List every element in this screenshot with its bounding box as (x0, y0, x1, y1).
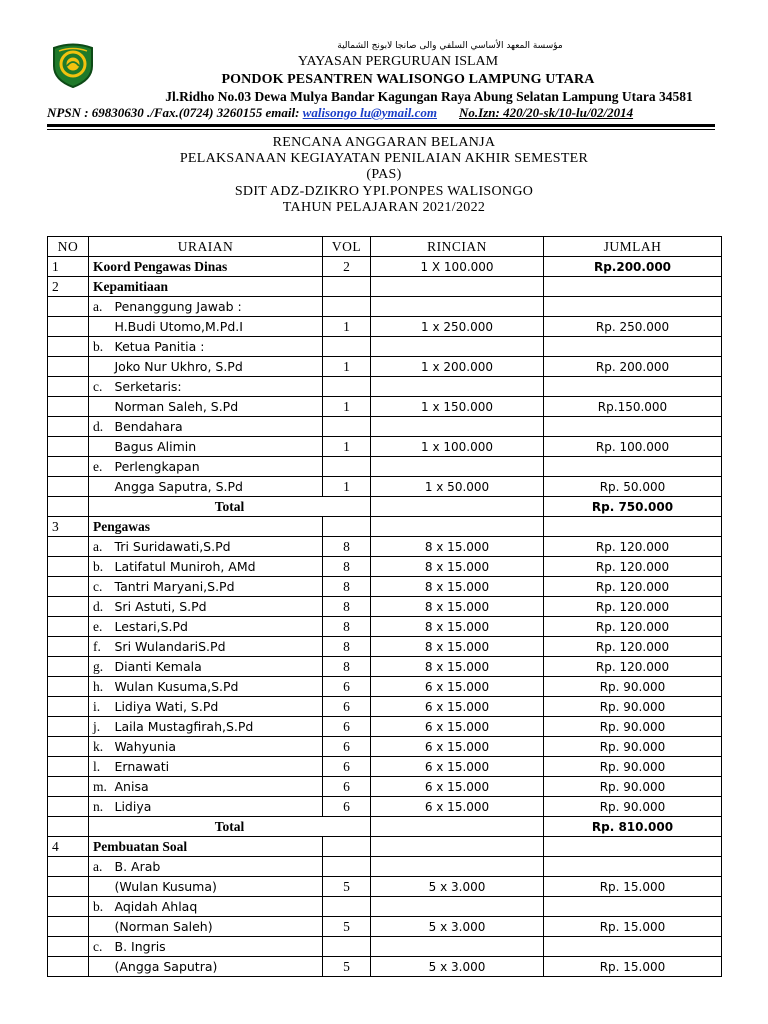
row-rincian (371, 337, 544, 357)
row-rincian (371, 897, 544, 917)
row-uraian-text: (Norman Saleh) (114, 918, 213, 934)
row-jumlah: Rp. 90.000 (544, 777, 722, 797)
row-vol: 6 (323, 737, 371, 757)
row-jumlah: Rp. 15.000 (544, 877, 722, 897)
total-row (48, 817, 722, 837)
row-uraian (111, 917, 323, 937)
row-vol: 5 (323, 917, 371, 937)
row-letter: c. (89, 377, 111, 397)
table-row (48, 877, 722, 897)
row-no: 3 (48, 517, 89, 537)
row-letter: c. (89, 937, 111, 957)
row-uraian (111, 757, 323, 777)
row-letter: i. (89, 697, 111, 717)
total-label: Total (89, 817, 371, 837)
row-letter: b. (89, 337, 111, 357)
row-rincian: 5 x 3.000 (371, 957, 544, 977)
row-vol: 1 (323, 317, 371, 337)
row-letter: d. (89, 597, 111, 617)
row-vol: 6 (323, 777, 371, 797)
row-uraian-text: Perlengkapan (114, 458, 200, 474)
row-letter: g. (89, 657, 111, 677)
title-line-3: (PAS) (366, 167, 402, 183)
row-no (48, 697, 89, 717)
table-row (48, 577, 722, 597)
row-uraian-text: Angga Saputra, S.Pd (114, 478, 243, 494)
row-jumlah: Rp.150.000 (544, 397, 722, 417)
row-uraian-text: Penanggung Jawab : (114, 298, 242, 314)
row-uraian (111, 937, 323, 957)
header-vol: VOL (323, 237, 371, 257)
letterhead-divider-thin (47, 129, 715, 130)
table-row (48, 537, 722, 557)
row-vol: 1 (323, 477, 371, 497)
row-no (48, 717, 89, 737)
row-letter (89, 437, 111, 457)
row-jumlah: Rp. 120.000 (544, 577, 722, 597)
row-vol: 1 (323, 397, 371, 417)
row-uraian (111, 897, 323, 917)
row-uraian-text: Sri Astuti, S.Pd (114, 598, 207, 614)
row-no (48, 737, 89, 757)
row-rincian: 8 x 15.000 (371, 597, 544, 617)
row-jumlah: Rp. 120.000 (544, 597, 722, 617)
row-uraian-text: (Wulan Kusuma) (114, 878, 217, 894)
row-vol (323, 297, 371, 317)
row-uraian (111, 417, 323, 437)
table-row (48, 557, 722, 577)
row-vol: 8 (323, 637, 371, 657)
row-uraian (111, 457, 323, 477)
row-jumlah (544, 897, 722, 917)
row-no (48, 777, 89, 797)
row-jumlah: Rp. 120.000 (544, 657, 722, 677)
budget-table (47, 236, 722, 977)
row-jumlah (544, 297, 722, 317)
row-uraian (111, 537, 323, 557)
row-vol (323, 937, 371, 957)
row-no: 4 (48, 837, 89, 857)
row-uraian-text: Serketaris: (114, 378, 182, 394)
row-jumlah: Rp. 90.000 (544, 677, 722, 697)
header-jumlah: JUMLAH (544, 237, 722, 257)
row-uraian-text: (Angga Saputra) (114, 958, 218, 974)
row-uraian-text: Latifatul Muniroh, AMd (114, 558, 256, 574)
row-no (48, 657, 89, 677)
title-line-4: SDIT ADZ-DZIKRO YPI.PONPES WALISONGO (234, 183, 534, 199)
row-rincian (371, 517, 544, 537)
row-no (48, 357, 89, 377)
row-letter (89, 957, 111, 977)
row-rincian: 6 x 15.000 (371, 677, 544, 697)
row-vol (323, 417, 371, 437)
row-jumlah: Rp. 90.000 (544, 717, 722, 737)
row-rincian: 8 x 15.000 (371, 537, 544, 557)
arabic-foundation-name: مؤسسة المعهد الأساسي السلفي والى صانجا لابونج الشمالية (337, 41, 563, 51)
total-amount: Rp. 750.000 (544, 497, 722, 517)
row-jumlah (544, 857, 722, 877)
row-uraian-text: Bendahara (114, 418, 183, 434)
row-uraian (111, 657, 323, 677)
row-jumlah: Rp. 120.000 (544, 557, 722, 577)
row-letter: a. (89, 857, 111, 877)
row-letter: k. (89, 737, 111, 757)
row-uraian-text: Lidiya Wati, S.Pd (114, 698, 219, 714)
row-rincian: 6 x 15.000 (371, 797, 544, 817)
table-body (48, 257, 722, 977)
contact-prefix: NPSN : 69830630 ./Fax.(0724) 3260155 email: (47, 105, 303, 120)
row-uraian: Pembuatan Soal (89, 837, 323, 857)
title-line-1: RENCANA ANGGARAN BELANJA (272, 135, 496, 150)
total-label: Total (89, 497, 371, 517)
row-vol: 8 (323, 557, 371, 577)
table-row (48, 597, 722, 617)
table-row (48, 777, 722, 797)
row-jumlah: Rp. 15.000 (544, 917, 722, 937)
table-row (48, 337, 722, 357)
row-jumlah: Rp. 15.000 (544, 957, 722, 977)
row-jumlah: Rp. 120.000 (544, 617, 722, 637)
row-letter: f. (89, 637, 111, 657)
table-header-row (48, 237, 722, 257)
school-name: PONDOK PESANTREN WALISONGO LAMPUNG UTARA (221, 72, 595, 87)
title-line-2: PELAKSANAAN KEGIAYATAN PENILAIAN AKHIR SEMESTER (179, 151, 589, 167)
row-no (48, 897, 89, 917)
row-rincian: 8 x 15.000 (371, 657, 544, 677)
row-rincian (371, 937, 544, 957)
row-letter (89, 397, 111, 417)
row-no (48, 797, 89, 817)
row-letter (89, 877, 111, 897)
row-uraian-text: Lidiya (114, 798, 152, 814)
row-uraian (111, 377, 323, 397)
row-vol (323, 897, 371, 917)
row-rincian: 1 x 100.000 (371, 437, 544, 457)
row-rincian (371, 377, 544, 397)
row-vol: 8 (323, 657, 371, 677)
table-row (48, 737, 722, 757)
row-uraian-text: B. Arab (114, 858, 161, 874)
row-jumlah: Rp.200.000 (544, 257, 722, 277)
row-rincian: 5 x 3.000 (371, 877, 544, 897)
row-no (48, 857, 89, 877)
row-uraian (111, 777, 323, 797)
foundation-name: YAYASAN PERGURUAN ISLAM (297, 54, 499, 69)
row-rincian: 1 x 50.000 (371, 477, 544, 497)
total-row (48, 497, 722, 517)
row-uraian (111, 697, 323, 717)
row-no (48, 337, 89, 357)
table-row (48, 357, 722, 377)
email-link[interactable]: walisongo lu@ymail.com (302, 105, 437, 120)
row-letter: m. (89, 777, 111, 797)
row-uraian-text: Aqidah Ahlaq (114, 898, 198, 914)
row-no (48, 597, 89, 617)
row-rincian: 8 x 15.000 (371, 577, 544, 597)
table-row (48, 417, 722, 437)
row-vol: 8 (323, 597, 371, 617)
row-rincian (371, 277, 544, 297)
row-jumlah: Rp. 100.000 (544, 437, 722, 457)
row-uraian-text: B. Ingris (114, 938, 166, 954)
row-uraian (111, 857, 323, 877)
row-vol (323, 857, 371, 877)
row-letter (89, 917, 111, 937)
table-row (48, 757, 722, 777)
row-rincian (371, 297, 544, 317)
row-letter (89, 477, 111, 497)
row-rincian: 1 X 100.000 (371, 257, 544, 277)
row-vol: 5 (323, 877, 371, 897)
row-uraian: Koord Pengawas Dinas (89, 257, 323, 277)
row-rincian (371, 417, 544, 437)
row-jumlah: Rp. 120.000 (544, 537, 722, 557)
table-row (48, 317, 722, 337)
contact-line (47, 104, 687, 121)
row-letter: b. (89, 557, 111, 577)
row-uraian (111, 477, 323, 497)
letterhead-divider-thick (47, 124, 715, 127)
row-rincian (371, 837, 544, 857)
table-row (48, 697, 722, 717)
row-vol: 2 (323, 257, 371, 277)
row-no (48, 937, 89, 957)
row-letter: d. (89, 417, 111, 437)
row-jumlah: Rp. 200.000 (544, 357, 722, 377)
row-rincian (371, 817, 544, 837)
table-row (48, 617, 722, 637)
row-uraian (111, 437, 323, 457)
row-rincian: 1 x 200.000 (371, 357, 544, 377)
row-vol: 8 (323, 577, 371, 597)
row-uraian-text: Wahyunia (114, 738, 177, 754)
table-row (48, 797, 722, 817)
row-letter: e. (89, 617, 111, 637)
header-uraian: URAIAN (89, 237, 323, 257)
row-no (48, 817, 89, 837)
row-no (48, 417, 89, 437)
table-row (48, 957, 722, 977)
row-no (48, 757, 89, 777)
row-uraian-text: Tri Suridawati,S.Pd (114, 538, 231, 554)
row-uraian (111, 337, 323, 357)
row-uraian (111, 737, 323, 757)
row-no (48, 557, 89, 577)
table-row (48, 637, 722, 657)
row-vol (323, 837, 371, 857)
row-rincian: 8 x 15.000 (371, 557, 544, 577)
row-uraian (111, 617, 323, 637)
row-jumlah (544, 837, 722, 857)
row-uraian-text: H.Budi Utomo,M.Pd.I (114, 318, 243, 334)
row-jumlah (544, 337, 722, 357)
row-uraian (111, 397, 323, 417)
row-no (48, 537, 89, 557)
row-vol: 1 (323, 437, 371, 457)
row-uraian-text: Laila Mustagfirah,S.Pd (114, 718, 254, 734)
row-jumlah: Rp. 120.000 (544, 637, 722, 657)
row-no (48, 877, 89, 897)
row-rincian: 6 x 15.000 (371, 737, 544, 757)
row-uraian (111, 297, 323, 317)
title-line-5: TAHUN PELAJARAN 2021/2022 (282, 199, 486, 215)
row-letter (89, 317, 111, 337)
table-row (48, 377, 722, 397)
row-vol: 6 (323, 717, 371, 737)
row-vol (323, 377, 371, 397)
row-letter: l. (89, 757, 111, 777)
row-no (48, 477, 89, 497)
row-rincian (371, 457, 544, 477)
row-jumlah: Rp. 90.000 (544, 757, 722, 777)
row-letter: h. (89, 677, 111, 697)
row-letter: c. (89, 577, 111, 597)
row-jumlah (544, 457, 722, 477)
row-uraian (111, 677, 323, 697)
row-uraian (111, 957, 323, 977)
row-rincian: 1 x 150.000 (371, 397, 544, 417)
row-rincian: 6 x 15.000 (371, 717, 544, 737)
row-letter: a. (89, 297, 111, 317)
table-row (48, 677, 722, 697)
row-vol: 6 (323, 797, 371, 817)
row-no: 2 (48, 277, 89, 297)
row-uraian-text: Joko Nur Ukhro, S.Pd (114, 358, 243, 374)
table-row (48, 437, 722, 457)
row-jumlah (544, 517, 722, 537)
section-row (48, 517, 722, 537)
row-letter: n. (89, 797, 111, 817)
row-uraian (111, 637, 323, 657)
row-letter (89, 357, 111, 377)
row-uraian (111, 317, 323, 337)
row-letter: a. (89, 537, 111, 557)
row-letter: e. (89, 457, 111, 477)
row-uraian (111, 597, 323, 617)
row-no (48, 377, 89, 397)
row-uraian-text: Ernawati (114, 758, 170, 774)
row-rincian (371, 497, 544, 517)
row-letter: b. (89, 897, 111, 917)
row-uraian-text: Wulan Kusuma,S.Pd (114, 678, 239, 694)
row-uraian (111, 557, 323, 577)
row-no (48, 297, 89, 317)
row-jumlah (544, 277, 722, 297)
row-no (48, 397, 89, 417)
row-uraian (111, 797, 323, 817)
row-no (48, 317, 89, 337)
section-row (48, 837, 722, 857)
table-row (48, 857, 722, 877)
row-jumlah: Rp. 250.000 (544, 317, 722, 337)
table-row (48, 297, 722, 317)
table-row (48, 397, 722, 417)
document-title-block (47, 135, 721, 216)
row-rincian: 6 x 15.000 (371, 777, 544, 797)
row-vol (323, 517, 371, 537)
total-amount: Rp. 810.000 (544, 817, 722, 837)
row-vol: 8 (323, 617, 371, 637)
row-uraian-text: Anisa (114, 778, 149, 794)
row-vol: 6 (323, 677, 371, 697)
row-no (48, 917, 89, 937)
row-jumlah: Rp. 50.000 (544, 477, 722, 497)
row-uraian-text: Dianti Kemala (114, 658, 202, 674)
row-uraian: Pengawas (89, 517, 323, 537)
row-rincian (371, 857, 544, 877)
row-vol (323, 337, 371, 357)
table-row (48, 477, 722, 497)
row-vol: 6 (323, 697, 371, 717)
table-row (48, 917, 722, 937)
row-uraian (111, 717, 323, 737)
row-rincian: 8 x 15.000 (371, 637, 544, 657)
table-row (48, 897, 722, 917)
row-uraian-text: Norman Saleh, S.Pd (114, 398, 239, 414)
row-no (48, 957, 89, 977)
table-row (48, 457, 722, 477)
row-vol: 6 (323, 757, 371, 777)
row-uraian (111, 877, 323, 897)
row-no (48, 617, 89, 637)
row-rincian: 5 x 3.000 (371, 917, 544, 937)
row-letter: j. (89, 717, 111, 737)
row-jumlah (544, 377, 722, 397)
row-uraian-text: Bagus Alimin (114, 438, 197, 454)
row-no (48, 637, 89, 657)
header-rincian: RINCIAN (371, 237, 544, 257)
row-jumlah: Rp. 90.000 (544, 737, 722, 757)
row-rincian: 1 x 250.000 (371, 317, 544, 337)
row-uraian (111, 577, 323, 597)
table-row (48, 937, 722, 957)
row-rincian: 6 x 15.000 (371, 757, 544, 777)
table-row (48, 657, 722, 677)
row-vol (323, 277, 371, 297)
row-rincian: 6 x 15.000 (371, 697, 544, 717)
row-uraian-text: Tantri Maryani,S.Pd (114, 578, 235, 594)
row-jumlah (544, 937, 722, 957)
school-address: Jl.Ridho No.03 Dewa Mulya Bandar Kagungan Raya Abung Selatan Lampung Utara 34581 (165, 89, 693, 104)
row-no (48, 677, 89, 697)
row-vol: 8 (323, 537, 371, 557)
row-uraian (111, 357, 323, 377)
row-no (48, 577, 89, 597)
row-no (48, 497, 89, 517)
row-vol: 5 (323, 957, 371, 977)
row-uraian: Kepamitiaan (89, 277, 323, 297)
header-no: NO (48, 237, 89, 257)
row-uraian-text: Ketua Panitia : (114, 338, 205, 354)
row-jumlah (544, 417, 722, 437)
row-uraian-text: Sri WulandariS.Pd (114, 638, 226, 654)
row-no: 1 (48, 257, 89, 277)
permit-number: No.Izn: 420/20-sk/10-lu/02/2014 (459, 105, 634, 120)
row-jumlah: Rp. 90.000 (544, 697, 722, 717)
row-rincian: 8 x 15.000 (371, 617, 544, 637)
row-no (48, 457, 89, 477)
row-uraian-text: Lestari,S.Pd (114, 618, 188, 634)
table-row (48, 717, 722, 737)
row-vol: 1 (323, 357, 371, 377)
row-no (48, 437, 89, 457)
section-row (48, 277, 722, 297)
section-row (48, 257, 722, 277)
row-vol (323, 457, 371, 477)
row-jumlah: Rp. 90.000 (544, 797, 722, 817)
